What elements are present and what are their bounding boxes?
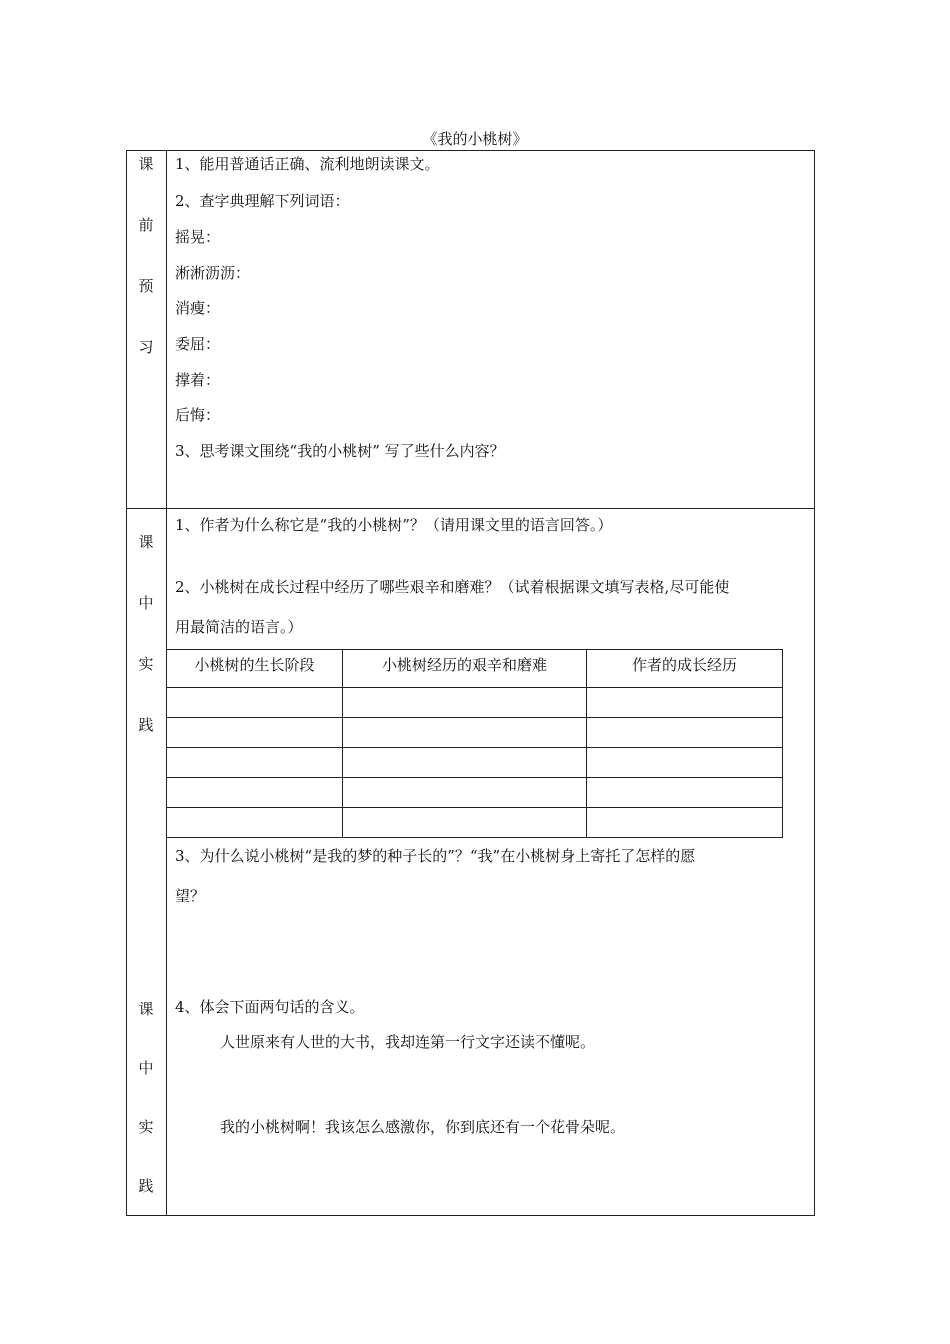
table-cell[interactable] bbox=[167, 808, 343, 838]
side-label-char: 前 bbox=[138, 216, 154, 234]
table-cell[interactable] bbox=[587, 808, 783, 838]
vocab-weiqu: 委屈： bbox=[175, 335, 221, 353]
table-cell[interactable] bbox=[343, 808, 587, 838]
table-cell[interactable] bbox=[343, 778, 587, 808]
question-2-line-1: 2、小桃树在成长过程中经历了哪些艰辛和磨难？（试着根据课文填写表格,尽可能使 bbox=[175, 578, 730, 596]
table-cell[interactable] bbox=[343, 718, 587, 748]
table-row bbox=[167, 688, 783, 718]
table-cell[interactable] bbox=[587, 688, 783, 718]
vocab-xixilili: 淅淅沥沥： bbox=[175, 264, 251, 282]
question-2-line-2: 用最简洁的语言。） bbox=[175, 618, 303, 636]
table-row bbox=[167, 718, 783, 748]
table-cell[interactable] bbox=[587, 748, 783, 778]
preview-item-2: 2、查字典理解下列词语： bbox=[175, 192, 350, 210]
table-row bbox=[167, 778, 783, 808]
preview-item-3: 3、思考课文围绕“我的小桃树” 写了些什么内容？ bbox=[175, 442, 505, 460]
vocab-houhui: 后悔： bbox=[175, 406, 221, 424]
section-divider bbox=[126, 508, 815, 509]
table-cell[interactable] bbox=[167, 688, 343, 718]
vocab-yaohuang: 摇晃： bbox=[175, 228, 221, 246]
sentence-2: 我的小桃树啊！我该怎么感激你，你到底还有一个花骨朵呢。 bbox=[220, 1118, 626, 1136]
side-label-char: 课 bbox=[138, 1000, 154, 1018]
table-cell[interactable] bbox=[343, 748, 587, 778]
side-label-char: 预 bbox=[138, 277, 154, 295]
question-3-line-2: 望？ bbox=[175, 887, 206, 905]
side-label-char: 中 bbox=[138, 1059, 154, 1077]
side-label-char: 课 bbox=[138, 155, 154, 173]
preview-item-1: 1、能用普通话正确、流利地朗读课文。 bbox=[175, 155, 440, 173]
side-label-char: 实 bbox=[138, 1118, 154, 1136]
header-hardships: 小桃树经历的艰辛和磨难 bbox=[343, 650, 587, 688]
side-label-char: 践 bbox=[138, 1177, 154, 1195]
table-cell[interactable] bbox=[587, 718, 783, 748]
table-cell[interactable] bbox=[167, 748, 343, 778]
side-label-char: 践 bbox=[138, 716, 154, 734]
vocab-xiaoshou: 消瘦： bbox=[175, 299, 221, 317]
header-author-experience: 作者的成长经历 bbox=[587, 650, 783, 688]
table-row bbox=[167, 748, 783, 778]
header-growth-stage: 小桃树的生长阶段 bbox=[167, 650, 343, 688]
growth-table bbox=[166, 649, 783, 838]
table-row bbox=[167, 808, 783, 838]
question-4: 4、体会下面两句话的含义。 bbox=[175, 998, 365, 1016]
side-label-char: 中 bbox=[138, 594, 154, 612]
side-label-char: 实 bbox=[138, 655, 154, 673]
table-cell[interactable] bbox=[167, 778, 343, 808]
side-label-char: 课 bbox=[138, 533, 154, 551]
table-cell[interactable] bbox=[343, 688, 587, 718]
side-label-char: 习 bbox=[138, 338, 154, 356]
vocab-chengzhe: 撑着： bbox=[175, 371, 221, 389]
table-cell[interactable] bbox=[167, 718, 343, 748]
table-cell[interactable] bbox=[587, 778, 783, 808]
question-3-line-1: 3、为什么说小桃树“是我的梦的种子长的”？“我”在小桃树身上寄托了怎样的愿 bbox=[175, 847, 696, 865]
sentence-1: 人世原来有人世的大书，我却连第一行文字还读不懂呢。 bbox=[220, 1033, 596, 1051]
question-1: 1、作者为什么称它是“我的小桃树”？（请用课文里的语言回答。） bbox=[175, 516, 613, 534]
page-title: 《我的小桃树》 bbox=[422, 130, 528, 148]
table-header-row bbox=[167, 650, 783, 688]
